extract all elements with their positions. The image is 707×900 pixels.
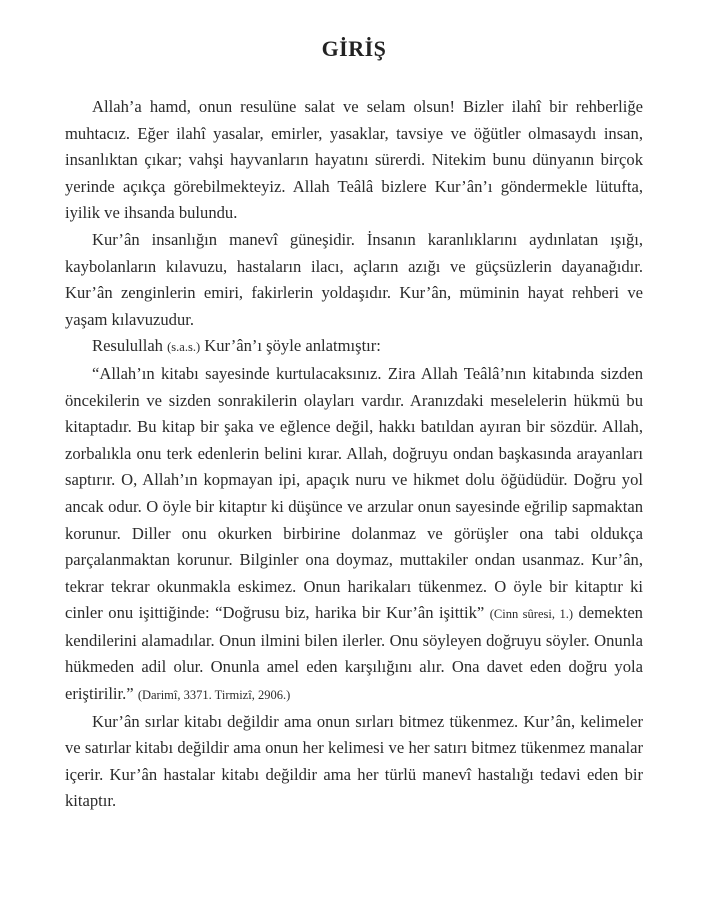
chapter-title: GİRİŞ: [321, 36, 387, 61]
hadith-quote-text: “Allah’ın kitabı sayesinde kurtulacaksınız. Zira Allah Teâlâ’nın kitabında sizden öncekilerin ve sizden sonrakilerin olayları vardır. Aranızdaki meselelerin hükmü bu kitaptadır. Bu kitap bir şaka ve eğlence değil, hakkı batıldan ayıran bir sözdür. Allah, zorbalıkla onu terk edenlerin belini kırar. Allah, doğruyu ondan başkasında arayanları saptırır. O, Allah’ın kopmayan ipi, apaçık nuru ve hikmet dolu öğüdüdür. Doğru yol ancak odur. O öyle bir kitaptır ki düşünce ve arzular onun sayesinde eğrilip sapmaktan korunur. Diller onu okurken birbirine dolanmaz ve görüşler ona tabi oldukça parçalanmaktan korunur. Bilginler ona doymaz, muttakiler ondan usanmaz. Kur’ân, tekrar tekrar okunmakla eskimez. Onun harikaları tükenmez. O öyle bir kitaptır ki cinler onu işittiğinde: “Doğrusu biz, harika bir Kur’ân işittik”: [65, 363, 643, 623]
hadith-citation: (Darimî, 3371. Tirmizî, 2906.): [137, 688, 291, 703]
paragraph-hadith-intro: [65, 333, 643, 361]
chapter-body: [65, 94, 643, 815]
hadith-quote-text-cont: demekten kendilerini alamadılar. Onun ilmini bilen ilerler. Onu söyleyen doğruyu söyler. Onunla hükmeden adil olur. Onunla amel eden karşılığını alır. Ona davet eden doğru yola eriştirilir.”: [65, 603, 643, 704]
hadith-intro-text-end: Kur’ân’ı şöyle anlatmıştır:: [200, 336, 381, 356]
hadith-intro-text: Resulullah: [92, 336, 168, 356]
paragraph-quran-sun: Kur’ân insanlığın manevî güneşidir. İnsanın karanlıklarını aydınlatan ışığı, kaybolanların kılavuzu, hastaların ilacı, açların azığı ve güçsüzlerin dayanağıdır. Kur’ân zenginlerin emiri, fakirlerin yoldaşıdır. Kur’ân, müminin hayat rehberi ve yaşam kılavuzudur.: [65, 229, 643, 329]
paragraph-hadith-quote: [65, 361, 643, 709]
paragraph-closing: Kur’ân sırlar kitabı değildir ama onun sırları bitmez tükenmez. Kur’ân, kelimeler ve satırlar kitabı değildir ama onun her kelimesi ve her satırı bitmez tükenmez manalar içerir. Kur’ân hastalar kitabı değildir ama her türlü manevî hastalığı tedavi eden bir kitaptır.: [65, 711, 643, 811]
surah-citation: (Cinn sûresi, 1.): [489, 607, 573, 622]
honorific-abbreviation: (s.a.s.): [167, 340, 201, 355]
paragraph-intro: Allah’a hamd, onun resulüne salat ve selam olsun! Bizler ilahî bir rehberliğe muhtacız. Eğer ilahî yasalar, emirler, yasaklar, tavsiye ve öğütler olmasaydı insan, insanlıktan çıkar; vahşi hayvanların hayatını sürerdi. Nitekim bunu dünyanın birçok yerinde açıkça görebilmekteyiz. Allah Teâlâ bizlere Kur’ân’ı göndermekle lütufta, iyilik ve ihsanda bulundu.: [65, 97, 643, 223]
